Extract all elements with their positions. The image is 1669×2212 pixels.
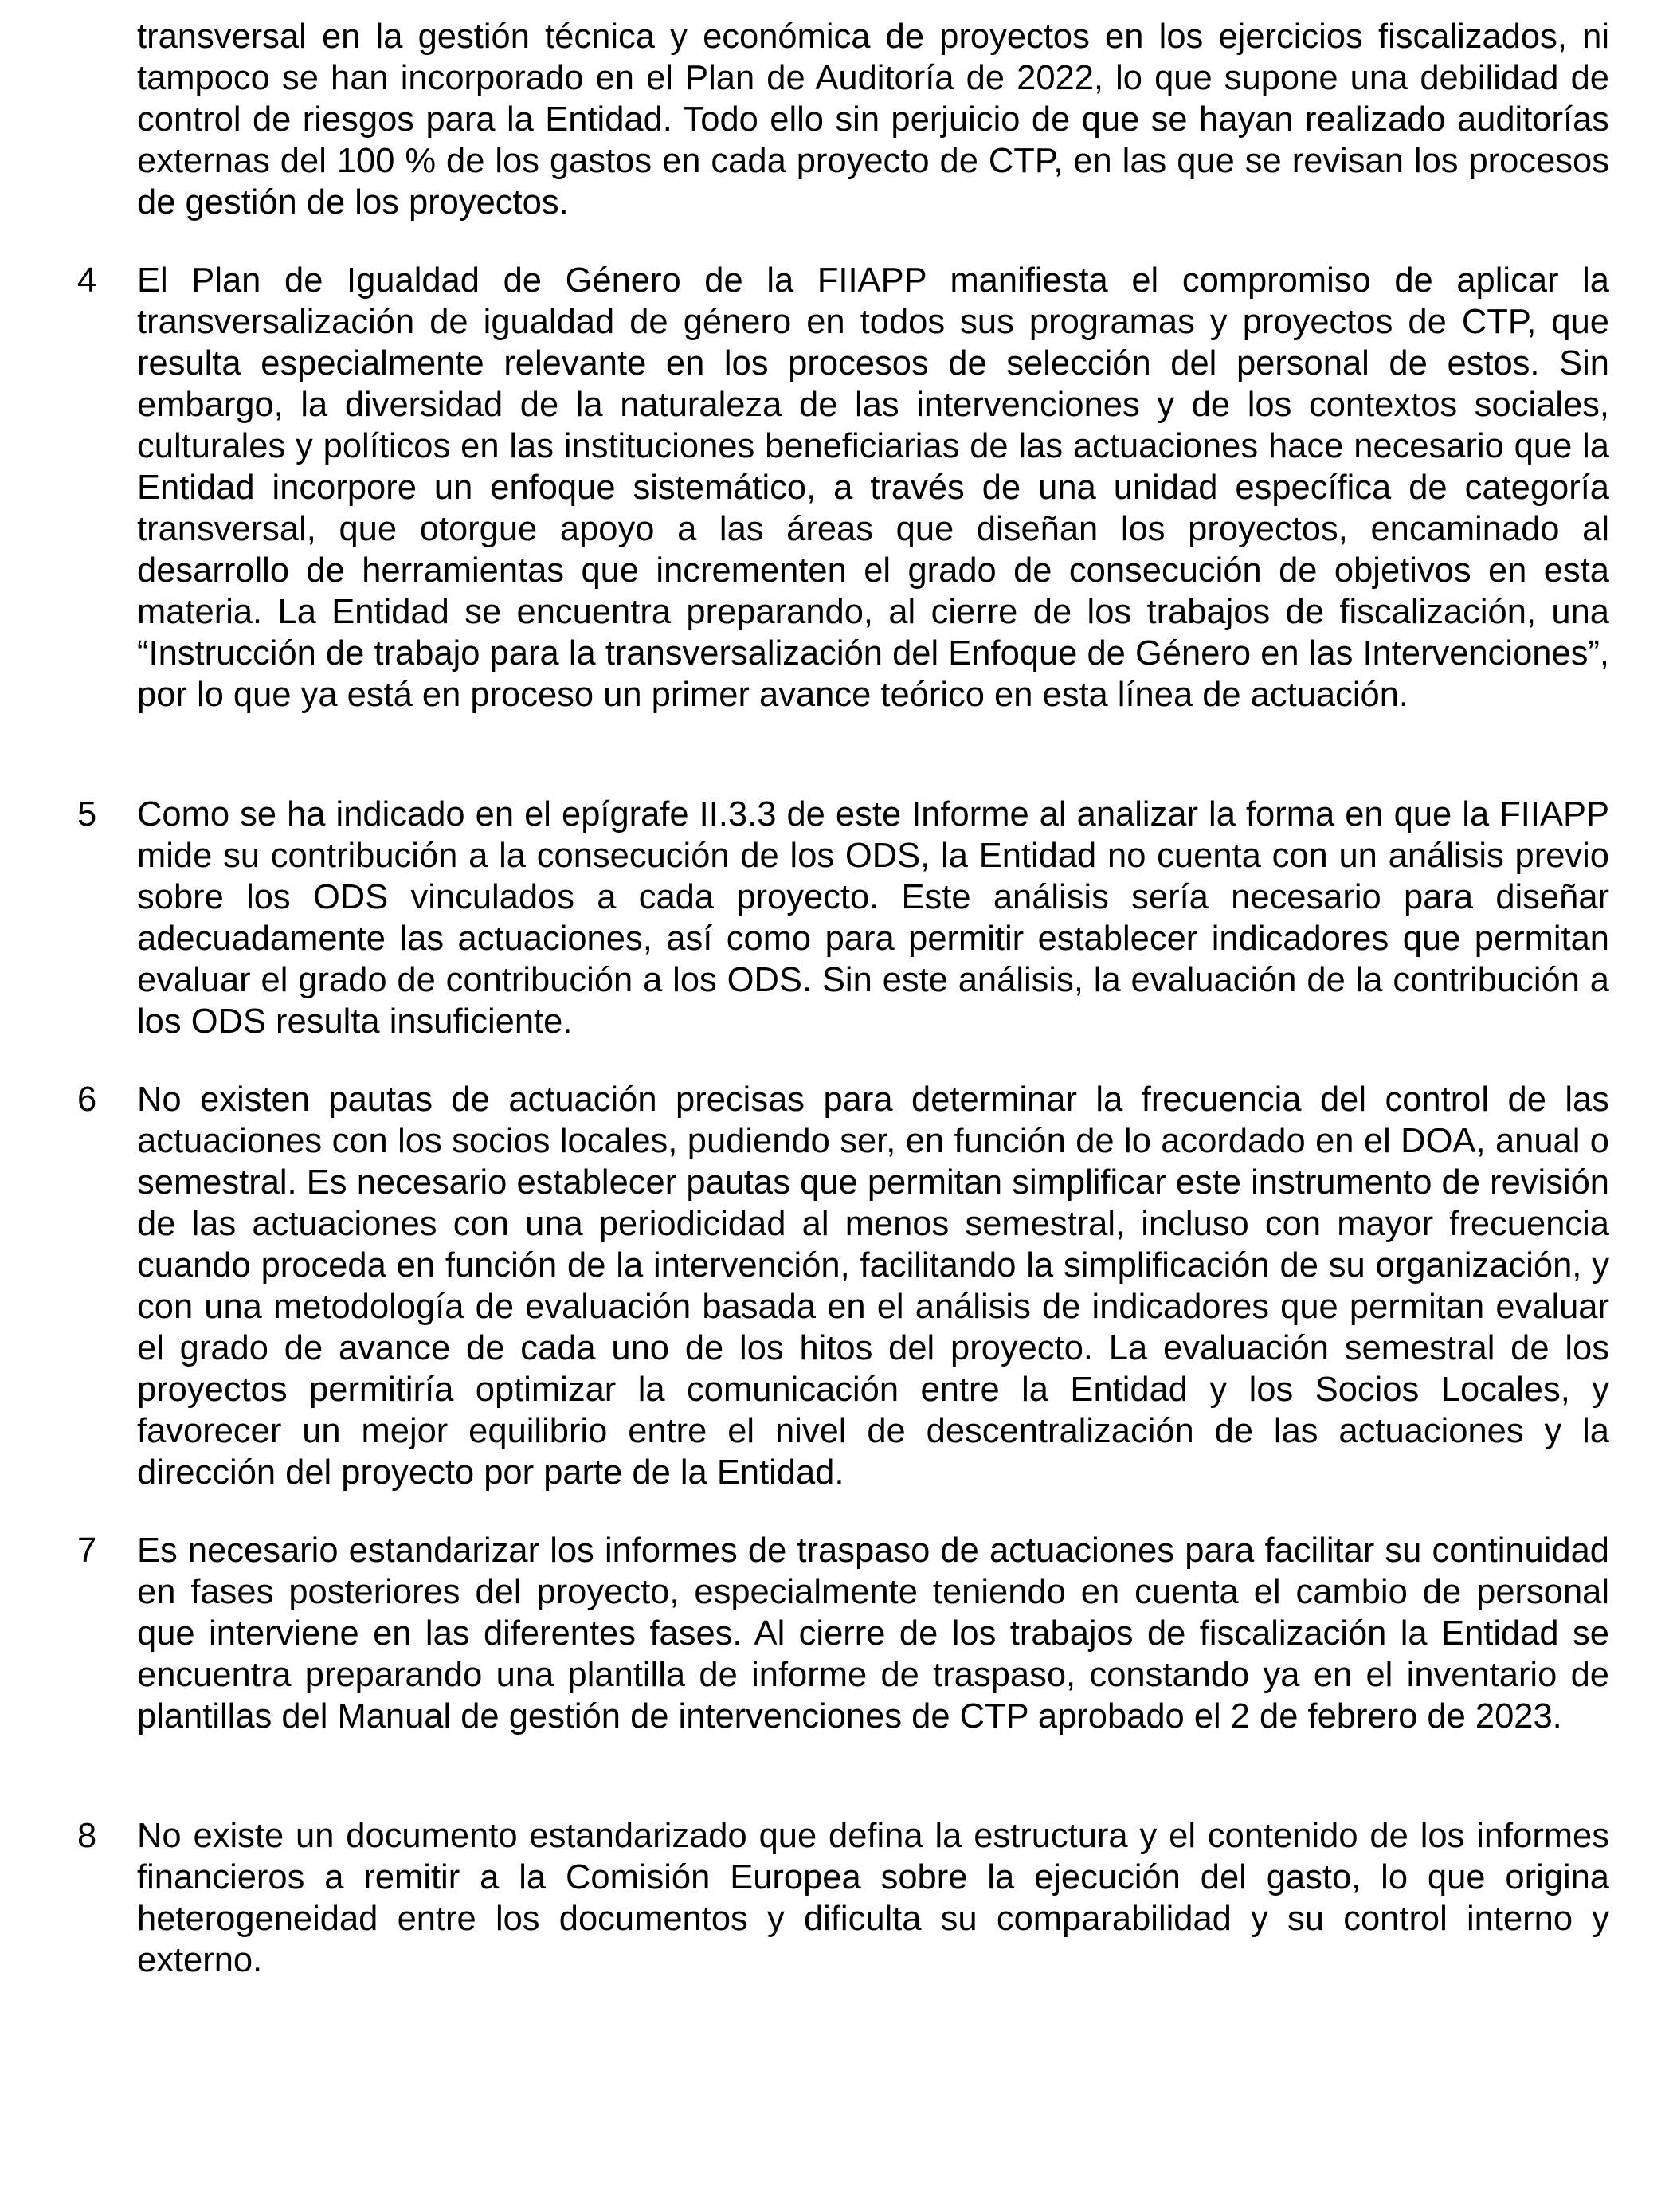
item-number: 4 — [77, 261, 97, 300]
continuation-paragraph: transversal en la gestión técnica y económica de proyectos en los ejercicios fiscalizados, ni tampoco se han incorporado en el Plan de Auditoría de 2022, lo que supone una debilidad de control de riesgos para la Entidad. Todo ello sin perjuicio de que se hayan realizado auditorías externas del 100 % de los gastos en cada proyecto de CTP, en las que se revisan los procesos de gestión de los proyectos. — [137, 18, 1609, 222]
item-number: 5 — [77, 795, 97, 833]
item-number: 8 — [77, 1817, 97, 1855]
item-paragraph: No existen pautas de actuación precisas para determinar la frecuencia del control de las actuaciones con los socios locales, pudiendo ser, en función de lo acordado en el DOA, anual o semestral. Es necesario establecer pautas que permitan simplificar este instrumento de revisión de las actuaciones con una periodicidad al menos semestral, incluso con mayor frecuencia cuando proceda en función de la intervención, facilitando la simplificación de su organización, y con una metodología de evaluación basada en el análisis de indicadores que permitan evaluar el grado de avance de cada uno de los hitos del proyecto. La evaluación semestral de los proyectos permitiría optimizar la comunicación entre la Entidad y los Socios Locales, y favorecer un mejor equilibrio entre el nivel de descentralización de las actuaciones y la dirección del proyecto por parte de la Entidad. — [137, 1081, 1609, 1492]
item-paragraph: No existe un documento estandarizado que defina la estructura y el contenido de los informes financieros a remitir a la Comisión Europea sobre la ejecución del gasto, lo que origina heterogeneidad entre los documentos y dificulta su comparabilidad y su control interno y externo. — [137, 1817, 1609, 1979]
item-paragraph: Como se ha indicado en el epígrafe II.3.3 de este Informe al analizar la forma en que la FIIAPP mide su contribución a la consecución de los ODS, la Entidad no cuenta con un análisis previo sobre los ODS vinculados a cada proyecto. Este análisis sería necesario para diseñar adecuadamente las actuaciones, así como para permitir establecer indicadores que permitan evaluar el grado de contribución a los ODS. Sin este análisis, la evaluación de la contribución a los ODS resulta insuficiente. — [137, 795, 1609, 1041]
item-paragraph: Es necesario estandarizar los informes de traspaso de actuaciones para facilitar su continuidad en fases posteriores del proyecto, especialmente teniendo en cuenta el cambio de personal que interviene en las diferentes fases. Al cierre de los trabajos de fiscalización la Entidad se encuentra preparando una plantilla de informe de traspaso, constando ya en el inventario de plantillas del Manual de gestión de intervenciones de CTP aprobado el 2 de febrero de 2023. — [137, 1532, 1609, 1735]
item-number: 7 — [77, 1532, 97, 1570]
item-number: 6 — [77, 1081, 97, 1119]
item-paragraph: El Plan de Igualdad de Género de la FIIAPP manifiesta el compromiso de aplicar la transversalización de igualdad de género en todos sus programas y proyectos de CTP, que resulta especialmente relevante en los procesos de selección del personal de estos. Sin embargo, la diversidad de la naturaleza de las intervenciones y de los contextos sociales, culturales y políticos en las instituciones beneficiarias de las actuaciones hace necesario que la Entidad incorpore un enfoque sistemático, a través de una unidad específica de categoría transversal, que otorgue apoyo a las áreas que diseñan los proyectos, encaminado al desarrollo de herramientas que incrementen el grado de consecución de objetivos en esta materia. La Entidad se encuentra preparando, al cierre de los trabajos de fiscalización, una “Instrucción de trabajo para la transversalización del Enfoque de Género en las Intervenciones”, por lo que ya está en proceso un primer avance teórico en esta línea de actuación. — [137, 261, 1609, 714]
